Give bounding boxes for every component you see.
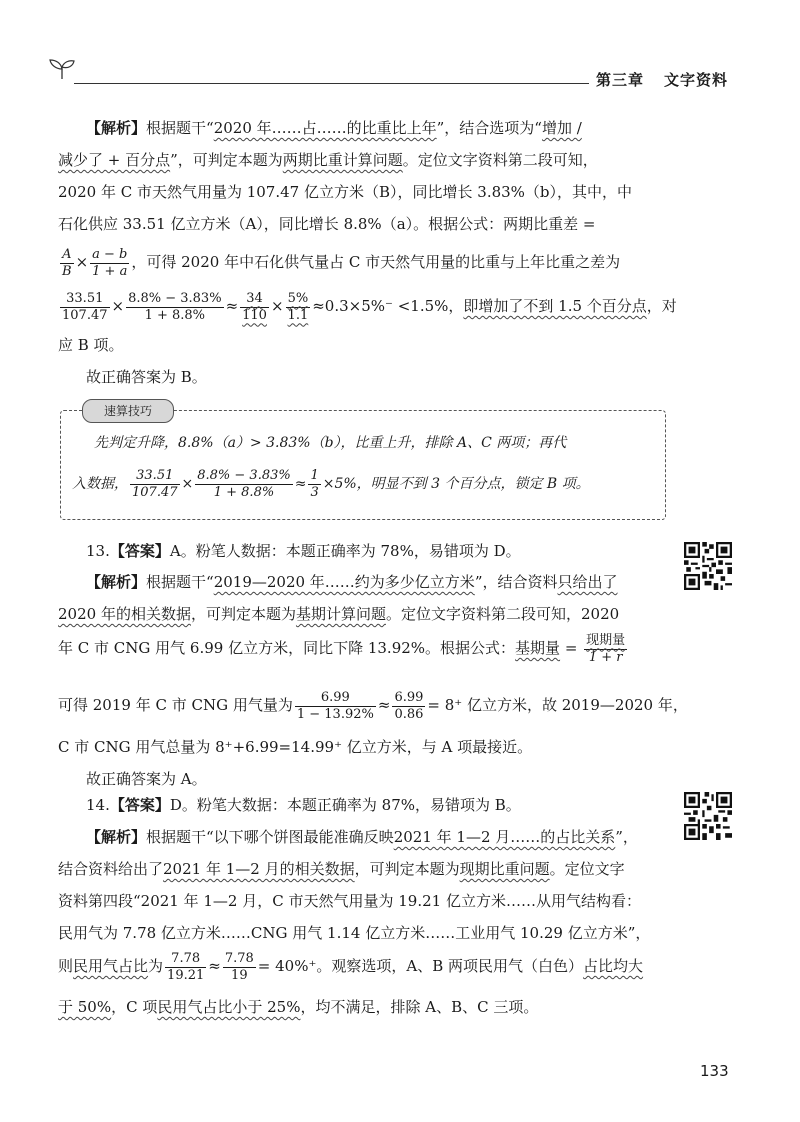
q13-conclusion: 故正确答案为 A。 — [86, 770, 207, 788]
q14-line-4: 民用气为 7.78 亿立方米……CNG 用气 1.14 亿立方米……工业用气 10.29 亿立方米”， — [58, 924, 651, 942]
running-header — [0, 55, 800, 95]
q13-line-3: 年 C 市 CNG 用气 6.99 亿立方米，同比下降 13.92%。根据公式：基期量 = $\frac{\text{现期量}}{1 + r}$ — [58, 632, 626, 665]
q14-calculation: 则民用气占比为 $\frac{7.78}{19.21}$ ≈ $\frac{7.78}{19}$ = 40%⁺。观察选项，A、B 两项民用气（白色）占比均大 — [58, 950, 644, 983]
fraction-A-over-B: $\frac{A}{B}$ — [62, 246, 72, 279]
sprout-icon — [48, 57, 76, 81]
q14-line-6: 于 50%，C 项民用气占比小于 25%，均不满足，排除 A、B、C 三项。 — [58, 998, 539, 1016]
q13-line-2: 2020 年的相关数据，可判定本题为基期计算问题。定位文字资料第二段可知，2020 — [58, 605, 620, 623]
q13-calculation: 可得 2019 年 C 市 CNG 用气量为 $\frac{6.99}{1 - 13.92\%}$ ≈ $\frac{6.99}{0.86}$ = 8⁺ 亿立方米，故 2019—2020 年， — [58, 689, 688, 722]
q14-line-2: 结合资料给出了2021 年 1—2 月的相关数据，可判定本题为现期比重问题。定位文字 — [58, 860, 625, 878]
fraction-base-formula: $\frac{\text{现期量}}{1 + r}$ — [586, 632, 626, 665]
q14-answer: 14.【答案】D。粉笔大数据：本题正确率为 87%，易错项为 B。 — [86, 796, 521, 814]
q12-line-1: 【解析】根据题干“2020 年……占……的比重比上年”，结合选项为“增加 / — [86, 119, 582, 137]
q14-line-1: 【解析】根据题干“以下哪个饼图最能准确反映2021 年 1—2 月……的占比关系”， — [86, 828, 638, 846]
q13-line-5: C 市 CNG 用气总量为 8⁺+6.99=14.99⁺ 亿立方米，与 A 项最接近。 — [58, 738, 533, 756]
q12-line-3: 2020 年 C 市天然气用量为 107.47 亿立方米（B），同比增长 3.83%（b），其中，中 — [58, 183, 633, 201]
header-rule — [74, 83, 589, 84]
q12-line-4: 石化供应 33.51 亿立方米（A），同比增长 8.8%（a）。根据公式：两期比重差 = — [58, 215, 596, 233]
chapter-title: 文字资料 — [664, 71, 729, 89]
q12-line-7: 应 B 项。 — [58, 336, 124, 354]
q13-line-1: 【解析】根据题干“2019—2020 年……约为多少亿立方米”，结合资料只给出了 — [86, 573, 618, 591]
q14-line-3: 资料第四段“2021 年 1—2 月，C 市天然气用量为 19.21 亿立方米……从用气结构看： — [58, 892, 641, 910]
tip-label: 速算技巧 — [82, 399, 174, 423]
tip-line-1: 先判定升降，8.8%（a）> 3.83%（b），比重上升，排除 A、C 两项；再代 — [94, 435, 567, 451]
q13-answer: 13.【答案】A。粉笔人数据：本题正确率为 78%，易错项为 D。 — [86, 542, 521, 560]
q12-calculation: $\frac{33.51}{107.47}$ × $\frac{8.8\% - 3.83\%}{1 + 8.8\%}$ ≈ $\frac{34}{110}$ × $\frac{5\%}{1.1}$ ≈0.3×5%⁻ <1.5%，即增加了不到 1.5 个百分点，对 — [62, 290, 677, 323]
page-number: 133 — [700, 1062, 729, 1080]
q12-conclusion: 故正确答案为 B。 — [86, 368, 207, 386]
q12-line-5: $\frac{A}{B}$ × $\frac{a - b}{1 + a}$ ，可得 2020 年中石化供气量占 C 市天然气用量的比重与上年比重之差为 — [62, 246, 621, 279]
tip-line-2: 入数据， $\frac{33.51}{107.47}$ × $\frac{8.8\% - 3.83\%}{1 + 8.8\%}$ ≈ $\frac{1}{3}$ ×5%，明显不到 3 个百分点，锁定 B 项。 — [72, 467, 590, 500]
chapter-label: 第三章 — [596, 71, 645, 89]
q12-line-2: 减少了 + 百分点”，可判定本题为两期比重计算问题。定位文字资料第二段可知， — [58, 151, 598, 169]
fraction-growth-diff: $\frac{a - b}{1 + a}$ — [92, 246, 128, 279]
